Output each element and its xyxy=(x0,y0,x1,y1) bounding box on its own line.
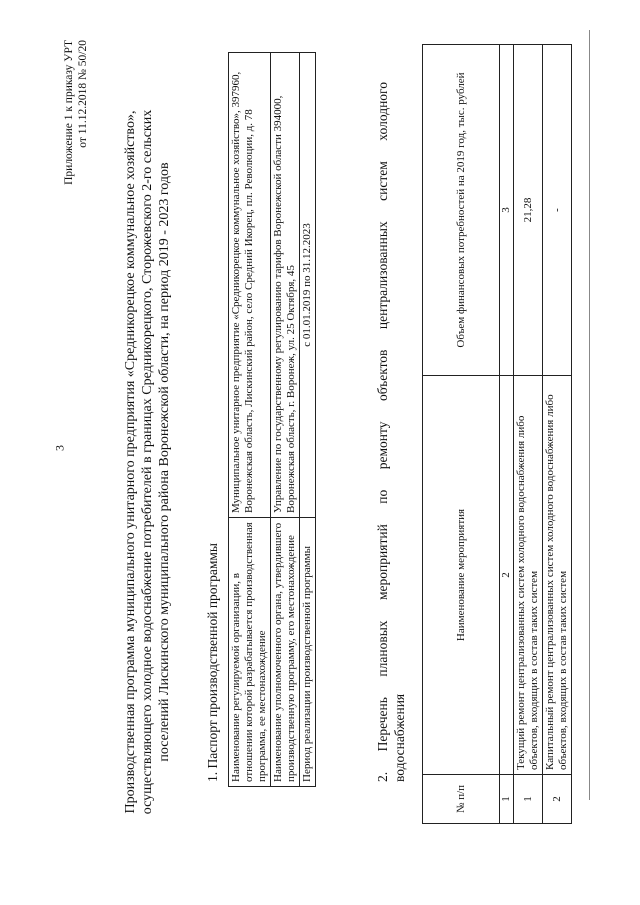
table-row xyxy=(543,45,572,824)
row-number: 1 xyxy=(514,775,543,824)
activities-table xyxy=(422,44,572,824)
passport-label: Период реализации производственной программы xyxy=(300,518,316,787)
column-number: 1 xyxy=(500,775,514,824)
passport-label: Наименование уполномоченного органа, утвердившего производственную программу, его местонахождение xyxy=(271,518,300,787)
table-row xyxy=(514,45,543,824)
table-row xyxy=(300,53,316,787)
section-1-heading: 1. Паспорт производственной программы xyxy=(205,543,220,782)
appendix-note xyxy=(62,40,90,185)
table-row xyxy=(229,53,271,787)
passport-value: Муниципальное унитарное предприятие «Средникорецкое коммунальное хозяйство», 397960, Воронежская область, Лискинский район, село Средний Икорец, пл. Революции, д. 78 xyxy=(229,53,271,518)
column-header-amount: Объем финансовых потребностей на 2019 год, тыс. рублей xyxy=(423,45,500,376)
document-title: Производственная программа муниципального унитарного предприятия «Средникорецкое коммунальное хозяйство», осуществляющего холодное водоснабжение потребителей в границах Средникорецкого, Сторожевского 2-го сельских поселений Лискинского муниципального района Воронежской области, на период 2019 - 2023 годов xyxy=(123,109,172,815)
passport-value: с 01.01.2019 по 31.12.2023 xyxy=(300,53,316,518)
passport-label: Наименование регулируемой организации, в отношении которой разрабатывается производственная программа, ее местонахождение xyxy=(229,518,271,787)
column-number: 2 xyxy=(500,376,514,775)
column-header-name: Наименование мероприятия xyxy=(423,376,500,775)
section-2-heading-line-2: водоснабжения xyxy=(392,693,407,782)
rotated-content xyxy=(20,22,620,882)
row-number: 2 xyxy=(543,775,572,824)
appendix-line-1: Приложение 1 к приказу УРТ xyxy=(63,40,75,185)
activity-name: Капитальный ремонт централизованных систем холодного водоснабжения либо объектов, входящих в состав таких систем xyxy=(543,376,572,775)
table-header-row xyxy=(423,45,500,824)
table-row xyxy=(271,53,300,787)
activity-amount: 21,28 xyxy=(514,45,543,376)
page-number: 3 xyxy=(52,445,67,451)
activity-name: Текущий ремонт централизованных систем холодного водоснабжения либо объектов, входящих в состав таких систем xyxy=(514,376,543,775)
section-2-heading-line-1: 2. Перечень плановых мероприятий по ремонту объектов централизованных систем холодного xyxy=(375,82,390,782)
passport-table xyxy=(228,52,316,787)
passport-value: Управление по государственному регулированию тарифов Воронежской области 394000, Воронежская область, г. Воронеж, ул. 25 Октября, 45 xyxy=(271,53,300,518)
column-number-row xyxy=(500,45,514,824)
column-number: 3 xyxy=(500,45,514,376)
activity-amount: - xyxy=(543,45,572,376)
column-header-num: № п/п xyxy=(423,775,500,824)
appendix-line-2: от 11.12.2018 № 50/20 xyxy=(77,40,89,148)
section-2-heading xyxy=(374,82,408,782)
